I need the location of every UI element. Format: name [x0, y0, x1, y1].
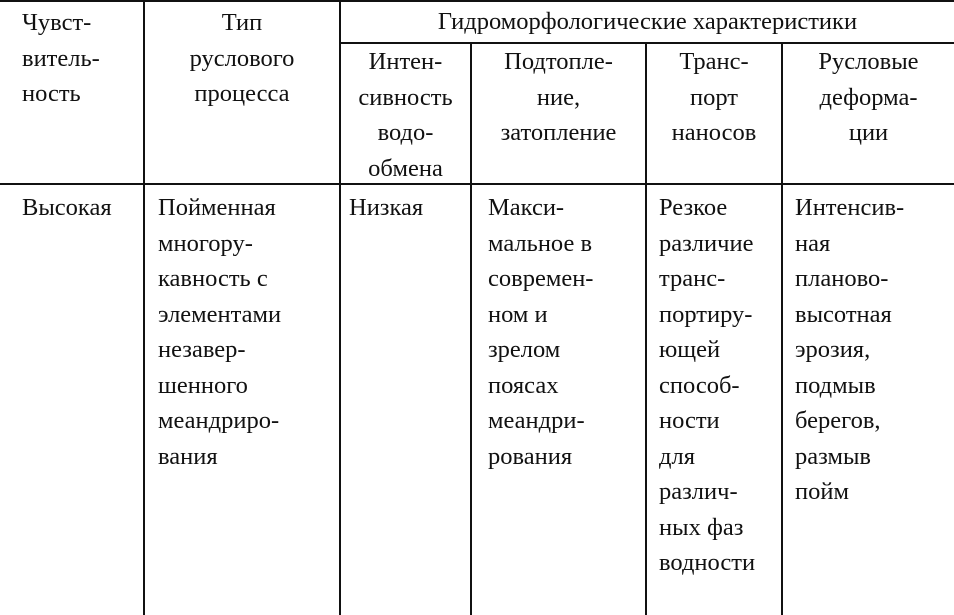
cell-exchange-intensity: Низкая — [349, 194, 424, 221]
cell-process-type: Пойменная многору- кавность с элементами незавер- шенного меандриро- вания — [158, 194, 282, 470]
cell-sediment-transport: Резкое различие транс- портиру- ющей способ- ности для различ- ных фаз водности — [659, 194, 756, 576]
header-flooding: Подтопле- ние, затопление — [500, 48, 617, 146]
cell-flooding: Макси- мальное в современ- ном и зрелом поясах меандри- рования — [488, 194, 594, 470]
header-exchange-intensity: Интен- сивность водо- обмена — [358, 48, 453, 182]
header-sediment-transport: Транс- порт наносов — [671, 48, 757, 146]
header-hydromorphological-characteristics: Гидроморфологические характеристики — [437, 8, 858, 35]
header-channel-deformations: Русловые деформа- ции — [818, 48, 919, 146]
header-sensitivity: Чувст- витель- ность — [22, 9, 100, 107]
cell-channel-deformations: Интенсив- ная планово- высотная эрозия, подмыв берегов, размыв пойм — [795, 194, 905, 505]
cell-sensitivity: Высокая — [22, 194, 112, 221]
header-process-type: Тип руслового процесса — [189, 9, 295, 107]
